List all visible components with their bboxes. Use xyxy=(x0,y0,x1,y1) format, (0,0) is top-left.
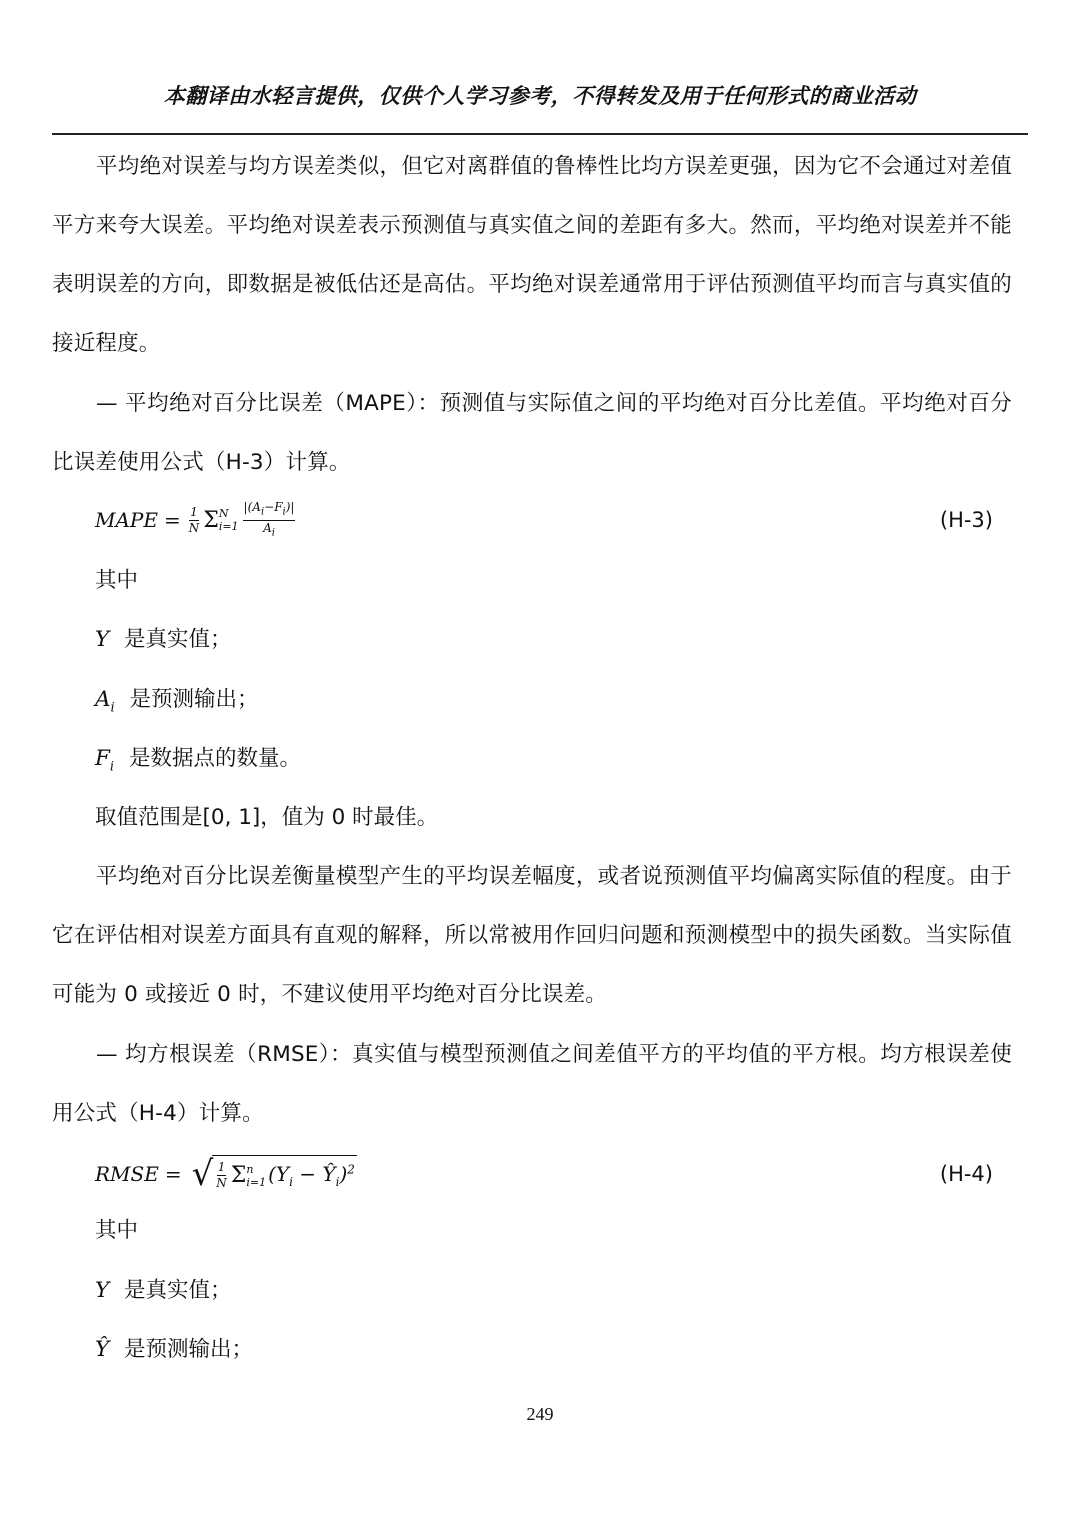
paragraph-mape-explanation: 平均绝对百分比误差衡量模型产生的平均误差幅度，或者说预测值平均偏离实际值的程度。由于它在评估相对误差方面具有直观的解释，所以常被用作回归问题和预测模型中的损失函数。当实际值可能为 0 或接近 0 时，不建议使用平均绝对百分比误差。 xyxy=(52,864,1012,1007)
formula-h3-equals: = xyxy=(163,508,181,532)
formula-h4-sqrt: √ $\frac{1}{N}$ Σ n i=1 ($Y_i$ − $Ŷ_i)^2$ xyxy=(191,1154,355,1194)
formula-h3 xyxy=(95,500,297,540)
equation-label-h4: (H-4) xyxy=(939,1162,993,1186)
header-divider xyxy=(52,133,1028,135)
formula-h4-sum-symbol: Σ xyxy=(230,1163,247,1188)
where-item-y: Y 是真实值； xyxy=(95,627,232,652)
formula-h3-sum-symbol: Σ xyxy=(203,507,219,533)
header-notice: 本翻译由水轻言提供，仅供个人学习参考，不得转发及用于任何形式的商业活动 xyxy=(163,84,917,108)
formula-h4-one-over-n: $\frac{1}{N}$ xyxy=(216,1160,227,1190)
formula-h4-term: ($Y_i$ − $Ŷ_i)^2$ xyxy=(268,1162,355,1189)
paragraph-rmse-definition: — 均方根误差（RMSE）：真实值与模型预测值之间差值平方的平均值的平方根。均方根误差使用公式（H-4）计算。 xyxy=(52,1042,1012,1126)
formula-h4 xyxy=(95,1150,357,1198)
range-note: 取值范围是[0, 1]，值为 0 时最佳。 xyxy=(95,805,439,830)
formula-h4-equals: = xyxy=(164,1162,182,1186)
formula-h3-one-over-n: $\frac{1}{N}$ xyxy=(188,504,200,535)
equation-label-h3: (H-3) xyxy=(939,508,993,532)
formula-h4-lhs: RMSE xyxy=(95,1162,159,1186)
where-item-f: $F_i$ 是数据点的数量。 xyxy=(95,746,301,775)
formula-h4-sum-limits: n i=1 xyxy=(246,1162,267,1189)
paragraph-mae-description: 平均绝对误差与均方误差类似，但它对离群值的鲁棒性比均方误差更强，因为它不会通过对差值平方来夸大误差。平均绝对误差表示预测值与真实值之间的差距有多大。然而，平均绝对误差并不能表明误差的方向，即数据是被低估还是高估。平均绝对误差通常用于评估预测值平均而言与真实值的接近程度。 xyxy=(52,154,1012,356)
where-item-a: $A_i$ 是预测输出； xyxy=(95,687,259,716)
page-number: 249 xyxy=(526,1404,554,1424)
where-item-yhat-h4: Ŷ 是预测输出； xyxy=(95,1337,254,1362)
where-heading-h3: 其中 xyxy=(95,568,139,593)
where-heading-h4: 其中 xyxy=(95,1218,139,1243)
formula-h3-term: $\frac{|(A_i-F_i)|}{A_i}$ xyxy=(243,500,295,538)
paragraph-mape-definition: — 平均绝对百分比误差（MAPE）：预测值与实际值之间的平均绝对百分比差值。平均绝对百分比误差使用公式（H-3）计算。 xyxy=(52,391,1012,475)
where-item-y-h4: Y 是真实值； xyxy=(95,1278,232,1303)
formula-h3-lhs: MAPE xyxy=(95,508,158,532)
formula-h3-sum-limits: N i=1 xyxy=(218,507,239,533)
